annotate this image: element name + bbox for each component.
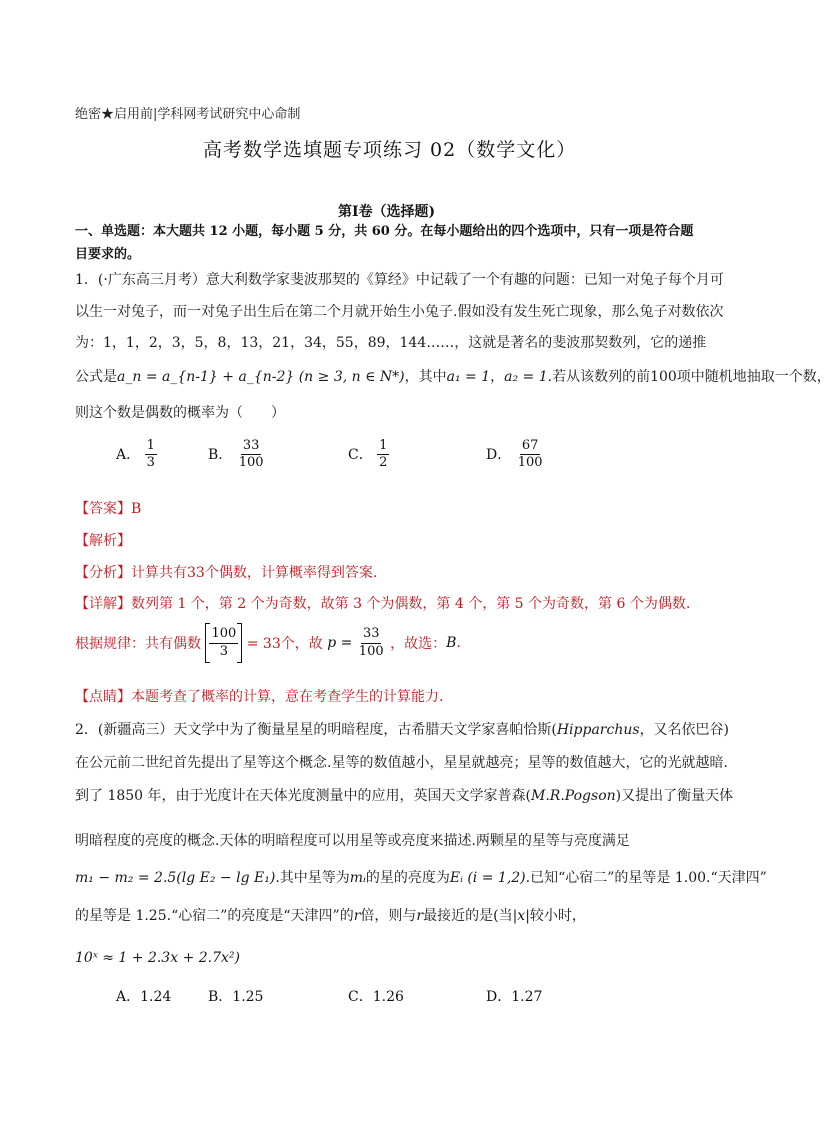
document-title: 高考数学选填题专项练习 02（数学文化） xyxy=(203,139,577,161)
q2-option-a[interactable] xyxy=(116,986,171,1006)
section-instructions-line2: 目要求的。 xyxy=(75,247,141,262)
section-instructions-line1: 一、单选题：本大题共 12 小题，每小题 5 分，共 60 分。在每小题给出的四个选项中，只有一项是符合题 xyxy=(75,224,694,239)
q2-line1-post: ，又名依巴谷) xyxy=(639,722,730,738)
option-label: B． xyxy=(208,989,233,1005)
abs-x-symbol: |x| xyxy=(512,908,530,924)
option-label: D． xyxy=(486,446,512,463)
rule-p-fraction: $\frac{33}{100}$ xyxy=(358,626,384,659)
floor-bracket xyxy=(205,623,242,663)
recurrence-formula: a_n = a_{n-1} + a_{n-2} (n ≥ 3, n ∈ N*) xyxy=(117,369,405,385)
option-label: D． xyxy=(486,989,512,1005)
q2-line6-end: 较小时， xyxy=(529,908,586,924)
q2-line3 xyxy=(75,785,733,805)
q1-option-c[interactable] xyxy=(348,438,389,472)
q1-line5: 则这个数是偶数的概率为（ ） xyxy=(75,405,285,421)
magnitude-formula: m₁ − m₂ = 2.5(lg E₂ − lg E₁) xyxy=(75,870,276,886)
q1-answer xyxy=(75,498,141,518)
q2-line6 xyxy=(75,905,586,925)
q1-line4-pre: 公式是 xyxy=(75,369,117,385)
q2-line5 xyxy=(75,867,767,887)
q1-line2: 以生一对兔子，而一对兔子出生后在第二个月就开始生小兔子.假如没有发生死亡现象，那么兔子对数依次 xyxy=(75,304,724,320)
option-value: 1.24 xyxy=(140,989,172,1005)
q1-line1: 1．(·广东高三月考）意大利数学家斐波那契的《算经》中记载了一个有趣的问题：已知一对兔子每个月可 xyxy=(75,272,724,288)
fenxi-tag: 【分析】 xyxy=(75,565,131,581)
q2-line3-post: )又提出了衡量天体 xyxy=(615,788,734,804)
a2-value: a₂ = 1 xyxy=(504,369,548,385)
option-label: C． xyxy=(348,989,373,1005)
option-value: 1.25 xyxy=(232,989,264,1005)
q2-line4: 明暗程度的亮度的概念.天体的明暗程度可以用星等或亮度来描述.两颗星的星等与亮度满足 xyxy=(75,833,630,849)
option-value: 1.26 xyxy=(372,989,404,1005)
q1-line3: 为：1，1，2，3，5，8，13，21，34，55，89，144……，这就是著名的斐波那契数列，它的递推 xyxy=(75,335,707,351)
q2-line7: 10ˣ ≈ 1 + 2.3x + 2.7x²) xyxy=(75,950,240,966)
q1-option-d[interactable] xyxy=(486,438,545,472)
xiangjie-tag: 【详解】 xyxy=(75,596,131,612)
q2-line5-mid: .其中星等为 xyxy=(275,870,350,886)
option-value: 1.27 xyxy=(511,989,543,1005)
option-fraction: $\frac{1}{2}$ xyxy=(379,438,388,471)
option-fraction: $\frac{67}{100}$ xyxy=(517,438,543,471)
q1-rule: 根据规律：共有偶数 $\frac{100}{3}$ = 33个，故 p = $\frac{33}{100}$ ，故选：B. xyxy=(75,623,461,663)
q2-line1-pre: 2．(新疆高三）天文学中为了衡量星星的明暗程度，古希腊天文学家喜帕恰斯( xyxy=(75,722,557,738)
r-symbol: r xyxy=(353,908,361,924)
q1-option-a[interactable] xyxy=(116,438,157,472)
volume-title: 第Ⅰ卷（选择题) xyxy=(338,204,436,220)
rule-mid: = 33个，故 xyxy=(246,636,323,652)
xiangjie-text: 数列第 1 个，第 2 个为奇数，故第 3 个为偶数，第 4 个，第 5 个为奇数，第 6 个为偶数. xyxy=(131,596,691,612)
q1-line4-mid: ，其中 xyxy=(404,369,447,385)
q2-line5-mid2: 的星的亮度为 xyxy=(365,870,450,886)
rule-p: p = xyxy=(327,635,353,651)
q1-dianjing xyxy=(75,686,443,706)
q2-line1 xyxy=(75,719,729,739)
fenxi-text: 计算共有33个偶数，计算概率得到答案. xyxy=(131,565,378,581)
q2-line3-pre: 到了 1850 年，由于光度计在天体光度测量中的应用，英国天文学家普森( xyxy=(75,788,531,804)
rule-b: B xyxy=(446,635,457,651)
option-fraction: $\frac{33}{100}$ xyxy=(238,438,264,471)
q1-line4: 公式是a_n = a_{n-1} + a_{n-2} (n ≥ 3, n ∈ N*)，其中a₁ = 1，a₂ = 1.若从该数列的前100项中随机地抽取一个数， xyxy=(75,369,831,385)
r-symbol-2: r xyxy=(416,908,424,924)
hipparchus-name: Hipparchus xyxy=(556,722,640,738)
option-label: C． xyxy=(348,446,373,463)
ei-symbol: Eᵢ (i = 1,2) xyxy=(449,870,526,886)
rule-post: 故选： xyxy=(404,636,447,652)
q1-xiangjie xyxy=(75,593,690,613)
q2-line6-mid: 倍，则与 xyxy=(360,908,417,924)
q2-line5-post: .已知“心宿二”的星等是 1.00.“天津四” xyxy=(525,870,767,886)
option-label: A． xyxy=(116,446,141,463)
option-fraction: $\frac{1}{3}$ xyxy=(146,438,155,471)
q2-option-d[interactable] xyxy=(486,986,542,1006)
rule-fraction: $\frac{100}{3}$ xyxy=(211,626,237,659)
q2-line6-post: 最接近的是(当 xyxy=(423,908,513,924)
a1-value: a₁ = 1 xyxy=(446,369,491,385)
q2-option-b[interactable] xyxy=(208,986,263,1006)
q1-fenxi xyxy=(75,562,377,582)
dianjing-text: 本题考查了概率的计算，意在考查学生的计算能力. xyxy=(131,689,444,705)
pogson-name: M.R.Pogson xyxy=(531,788,616,804)
answer-value: B xyxy=(131,501,142,517)
q2-option-c[interactable] xyxy=(348,986,404,1006)
analysis-tag: 【解析】 xyxy=(75,533,131,549)
q2-line6-pre: 的星等是 1.25.“心宿二”的亮度是“天津四”的 xyxy=(75,908,354,924)
q2-line2: 在公元前二世纪首先提出了星等这个概念.星等的数值越小，星星就越亮；星等的数值越大，它的光就越暗. xyxy=(75,755,728,771)
confidential-header: 绝密★启用前|学科网考试研究中心命制 xyxy=(75,107,301,122)
dianjing-tag: 【点睛】 xyxy=(75,689,131,705)
q1-option-b[interactable] xyxy=(208,438,266,472)
option-label: A． xyxy=(116,989,141,1005)
answer-tag: 【答案】 xyxy=(75,501,131,517)
mi-symbol: mᵢ xyxy=(349,870,366,886)
option-label: B． xyxy=(208,446,233,463)
q1-line4-post: 若从该数列的前100项中随机地抽取一个数， xyxy=(552,369,831,385)
rule-pre: 根据规律：共有偶数 xyxy=(75,636,201,652)
